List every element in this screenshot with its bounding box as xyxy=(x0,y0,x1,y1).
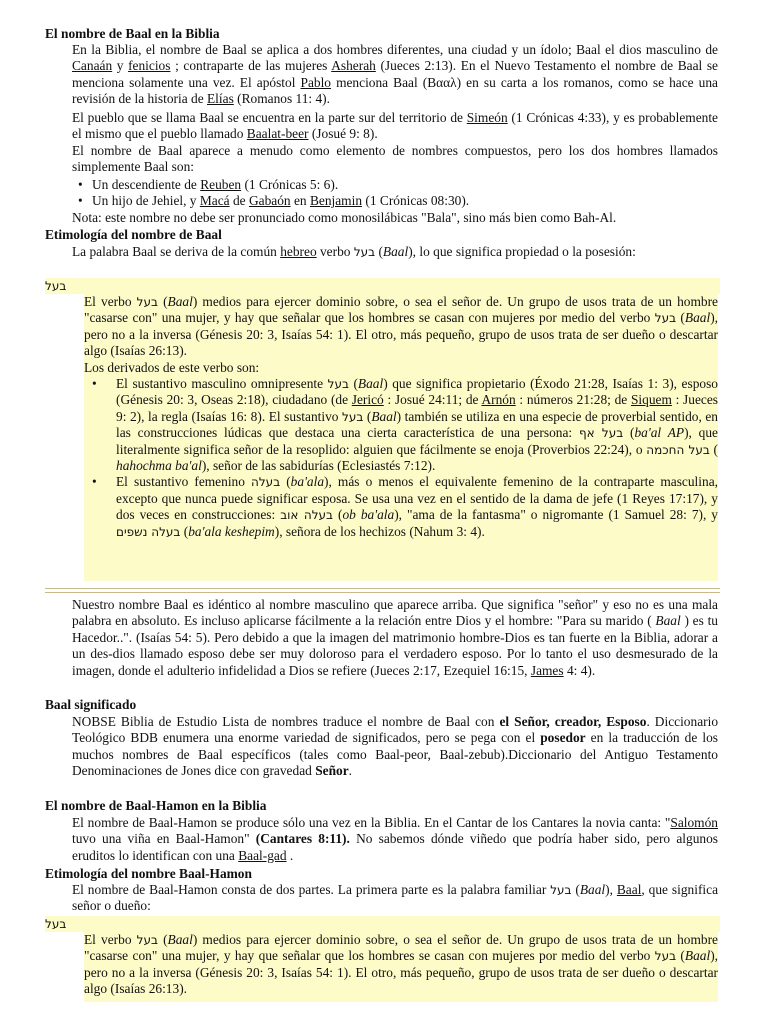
text: ( xyxy=(363,408,372,424)
text: ), señor de las sabidurías (Eclesiastés 7:12). xyxy=(201,458,436,474)
text: ), "ama de la fantasma" o nigromante (1 Samuel 28: 7), y xyxy=(394,507,719,523)
paragraph-nota: Nota: este nombre no debe ser pronunciado como monosilábicas "Bala", sino más bien como Bah-Al. xyxy=(72,210,617,225)
text: ) medios para ejercer dominio sobre, o sea el señor de. Un grupo de usos trata de un hombre "casarse con" una mujer, y hay que señalar que los hombres se casan con mujeres por medio del verbo xyxy=(84,932,718,964)
link-hebreo[interactable]: hebreo xyxy=(280,244,317,259)
link-baalat-beer[interactable]: Baalat-beer xyxy=(246,126,309,142)
transliteration: Baal xyxy=(684,948,711,964)
transliteration: ob ba'ala xyxy=(342,507,395,523)
bold-text: Señor xyxy=(315,763,349,779)
text: ( xyxy=(280,474,291,490)
hebrew-word: בעל החכמה xyxy=(646,442,710,457)
hebrew-word: בעל xyxy=(654,311,677,326)
transliteration: Baal xyxy=(655,613,681,629)
link-siquem[interactable]: Siquem xyxy=(630,392,672,408)
bold-text: (Cantares 8:11). xyxy=(255,831,350,847)
paragraph-significado xyxy=(72,714,718,780)
text: No sabemos dónde viñedo que podría haber sido, pero algunos eruditos lo identifican con una xyxy=(72,831,718,863)
text: : números 21:28; de xyxy=(515,392,631,408)
text: ) también se utiliza en una especie de proverbial sentido, en las construcciones lúdicas que destaca una cierta característica de una persona: xyxy=(116,408,718,441)
paragraph-etimologia-hamon xyxy=(72,882,718,915)
text: en xyxy=(290,193,310,209)
text: (1 Crónicas 08:30). xyxy=(362,193,470,209)
transliteration: Baal xyxy=(371,408,397,424)
hebrew-word: בעלה נשפים xyxy=(116,524,181,539)
link-baal[interactable]: Baal xyxy=(616,882,642,897)
transliteration: Baal xyxy=(579,882,606,897)
list-item xyxy=(72,177,718,193)
hebrew-entry-row xyxy=(45,278,720,294)
text: ( xyxy=(709,441,718,457)
paragraph-nombre-baal xyxy=(72,597,718,679)
hebrew-word: בעלה אוב xyxy=(280,508,333,523)
link-fenicios[interactable]: fenicios xyxy=(128,58,171,74)
link-reuben[interactable]: Reuben xyxy=(200,177,242,192)
text: ( xyxy=(180,523,189,539)
text: El nombre de Baal-Hamon consta de dos partes. La primera parte es la palabra familiar xyxy=(72,882,551,897)
hebrew-word: בעל xyxy=(353,245,376,259)
paragraph-pueblo xyxy=(72,110,718,143)
hebrew-word: בעל אף xyxy=(578,426,624,441)
definition-paragraph xyxy=(84,294,718,360)
hebrew-word: בעל xyxy=(136,295,158,309)
text: Un hijo de Jehiel, y xyxy=(92,193,200,209)
derivados-label: Los derivados de este verbo son: xyxy=(84,359,260,375)
transliteration: Baal xyxy=(684,310,711,326)
hebrew-word: בעל xyxy=(550,883,572,897)
text: Nuestro nombre Baal es idéntico al nombre masculino que aparece arriba. Que significa "señor" y eso no es una mala palabra en absoluto. Es incluso aplicarse fácilmente a la relación entre Dios y el hombre: "Para su marido ( xyxy=(72,597,718,629)
text: ( xyxy=(375,244,383,259)
hebrew-entry-row xyxy=(45,916,720,932)
heading-etimologia-baal: Etimología del nombre de Baal xyxy=(45,227,222,242)
text: ( xyxy=(623,425,635,441)
text: ), pero no a la inversa (Génesis 20: 3, Isaías 54: 1). El otro, más pequeño, grupo de usos trata de ser dueño o descartar algo (Isaías 26:13). xyxy=(84,948,719,997)
hebrew-word: בעל xyxy=(654,949,677,964)
divider xyxy=(45,588,720,589)
text: . xyxy=(286,847,294,863)
text: El verbo xyxy=(84,932,137,947)
text: ), pero no a la inversa (Génesis 20: 3, Isaías 54: 1). El otro, más pequeño, grupo de usos trata de ser dueño o descartar algo (Isaías 26:13). xyxy=(84,310,719,359)
text: La palabra Baal se deriva de la común xyxy=(72,244,281,259)
transliteration: ba'al AP xyxy=(634,425,685,441)
text: (Romanos 11: 4). xyxy=(233,91,330,107)
divider xyxy=(45,592,720,593)
link-pablo[interactable]: Pablo xyxy=(300,74,332,90)
text: ), señora de los hechizos (Nahum 3: 4). xyxy=(274,523,485,539)
link-baal-gad[interactable]: Baal-gad xyxy=(238,847,287,863)
text: ) que significa propietario (Éxodo 21:28, Isaías 1: 3), esposo (Génesis 20: 3, Oseas 2:18), ciudadano (de xyxy=(116,376,719,408)
heading-etimologia-baal-hamon: Etimología del nombre Baal-Hamon xyxy=(45,866,252,881)
text: (1 Crónicas 4:33), y es probablemente el mismo que el pueblo llamado xyxy=(72,110,718,142)
list-item xyxy=(72,193,718,209)
definition-box xyxy=(84,294,718,581)
definition-box xyxy=(84,932,718,1002)
list-item xyxy=(84,376,718,474)
text: . Diccionario Teológico BDB enumera una enorme variedad de significados, pero se pega con el xyxy=(72,714,719,746)
paragraph-baal-hamon xyxy=(72,815,718,864)
heading-baal-hamon-biblia: El nombre de Baal-Hamon en la Biblia xyxy=(45,798,267,813)
text: ), más o menos el equivalente femenino de la contraparte masculina, excepto que nunca puede significar esposa. Se usa una vez en el sentido de la dama de jefe (1 Reyes 17:17), y dos veces en construcciones: xyxy=(116,474,718,523)
text: ; contraparte de las mujeres xyxy=(170,58,332,74)
link-benjamin[interactable]: Benjamin xyxy=(309,193,363,209)
paragraph-intro xyxy=(72,42,718,108)
text: El sustantivo femenino xyxy=(116,474,252,490)
text: de xyxy=(229,193,249,209)
heading-baal-biblia: El nombre de Baal en la Biblia xyxy=(45,26,220,41)
hebrew-word: בעל xyxy=(327,377,349,392)
list-item xyxy=(84,474,718,540)
definition-paragraph xyxy=(84,932,718,998)
link-jerico[interactable]: Jericó xyxy=(351,392,384,408)
text: ( xyxy=(676,948,685,964)
text: ), lo que significa propiedad o la posesión: xyxy=(408,244,636,259)
transliteration: Baal xyxy=(167,294,193,309)
text: ) medios para ejercer dominio sobre, o sea el señor de. Un grupo de usos trata de un hombre "casarse con" una mujer, y hay que señalar que los hombres se casan con mujeres por medio del verbo xyxy=(84,294,718,326)
transliteration: ba'ala keshepim xyxy=(188,523,275,539)
paragraph-etimologia xyxy=(72,244,718,260)
text: En la Biblia, el nombre de Baal se aplica a dos hombres diferentes, una ciudad y un ídolo; Baal el dios masculino de xyxy=(72,42,718,57)
text: El sustantivo masculino omnipresente xyxy=(116,376,328,392)
link-asherah[interactable]: Asherah xyxy=(331,58,376,74)
list-hombres xyxy=(72,177,718,210)
link-salomon[interactable]: Salomón xyxy=(670,815,718,830)
text: ( xyxy=(157,932,168,947)
link-gabaon[interactable]: Gabaón xyxy=(248,193,291,209)
bold-text: el Señor, creador, Esposo xyxy=(499,714,647,729)
text: y xyxy=(112,58,129,74)
text: tuvo una viña en Baal-Hamon" xyxy=(72,831,256,847)
text: ) es tu Hacedor..". (Isaías 54: 5). Pero debido a que la imagen del matrimonio hombre-Dios es tan fuerte en la Biblia, adorar a un des-dios llamado esposo debe ser muy doloroso para el verdadero esposo. Por lo tanto el uso desmesurado de la imagen, donde el adulterio infidelidad a Dios se refiere (Jueces 2:17, Ezequiel 16:15, xyxy=(72,613,718,678)
text: . xyxy=(348,763,353,779)
link-arnon[interactable]: Arnón xyxy=(481,392,516,408)
link-maca[interactable]: Macá xyxy=(199,193,230,209)
transliteration: Baal xyxy=(357,376,384,392)
hebrew-word: בעלה xyxy=(251,475,281,490)
transliteration: Baal xyxy=(382,244,409,259)
text: NOBSE Biblia de Estudio Lista de nombres traduce el nombre de Baal con xyxy=(72,714,500,729)
hebrew-word: בעל xyxy=(342,409,364,424)
link-canaan[interactable]: Canaán xyxy=(72,58,113,74)
transliteration: ba'ala xyxy=(290,474,325,490)
text: Un descendiente de xyxy=(92,177,201,192)
text: ( xyxy=(333,507,343,523)
text: ( xyxy=(157,294,168,309)
text: El verbo xyxy=(84,294,137,309)
text: ( xyxy=(676,310,685,326)
text: : Josué 24:11; de xyxy=(383,392,482,408)
text: ), que literalmente significa señor de la resoplido: alguien que fácilmente se enoja (Proverbios 22:24), o xyxy=(116,425,719,457)
text: : Jueces 9: 2), la regla (Isaías 16: 8). El sustantivo xyxy=(116,392,718,424)
text: ), xyxy=(605,882,617,897)
text: 4: 4). xyxy=(563,662,596,678)
link-james[interactable]: James xyxy=(530,662,564,678)
text: (Josué 9: 8). xyxy=(308,126,378,142)
transliteration: Baal xyxy=(167,932,193,947)
text: (Jueces 2:13). En el Nuevo Testamento el nombre de Baal se menciona solamente una vez. El apóstol xyxy=(72,58,718,90)
text: en la traducción de los muchos nombres de Baal específicos (tales como Baal-peor, Baal-zebub).Diccionario del Antiguo Testamento Denominaciones de Jones dice con gravedad xyxy=(72,730,718,779)
hebrew-word: בעל xyxy=(45,279,67,293)
transliteration: hahochma ba'al xyxy=(116,458,202,474)
text: menciona Baal (Βααλ) en su carta a los romanos, como se hace una revisión de la historia de xyxy=(72,74,718,107)
link-elias[interactable]: Elías xyxy=(207,91,234,107)
text: El nombre de Baal-Hamon se produce sólo una vez en la Biblia. En el Cantar de los Cantares la novia canta: " xyxy=(72,815,671,830)
text: (1 Crónicas 5: 6). xyxy=(241,177,339,192)
hebrew-word: בעל xyxy=(45,917,67,931)
text: ( xyxy=(348,376,358,392)
bold-text: posedor xyxy=(540,730,586,746)
text: , que significa señor o dueño: xyxy=(72,882,719,914)
text: El pueblo que se llama Baal se encuentra en la parte sur del territorio de xyxy=(72,110,467,125)
heading-baal-significado: Baal significado xyxy=(45,697,137,712)
link-simeon[interactable]: Simeón xyxy=(466,110,508,125)
paragraph-compuestos: El nombre de Baal aparece a menudo como elemento de nombres compuestos, pero los dos hombres llamados simplemente Baal son: xyxy=(72,143,718,175)
text: ( xyxy=(571,882,580,897)
text: verbo xyxy=(316,244,354,259)
hebrew-word: בעל xyxy=(136,933,158,947)
